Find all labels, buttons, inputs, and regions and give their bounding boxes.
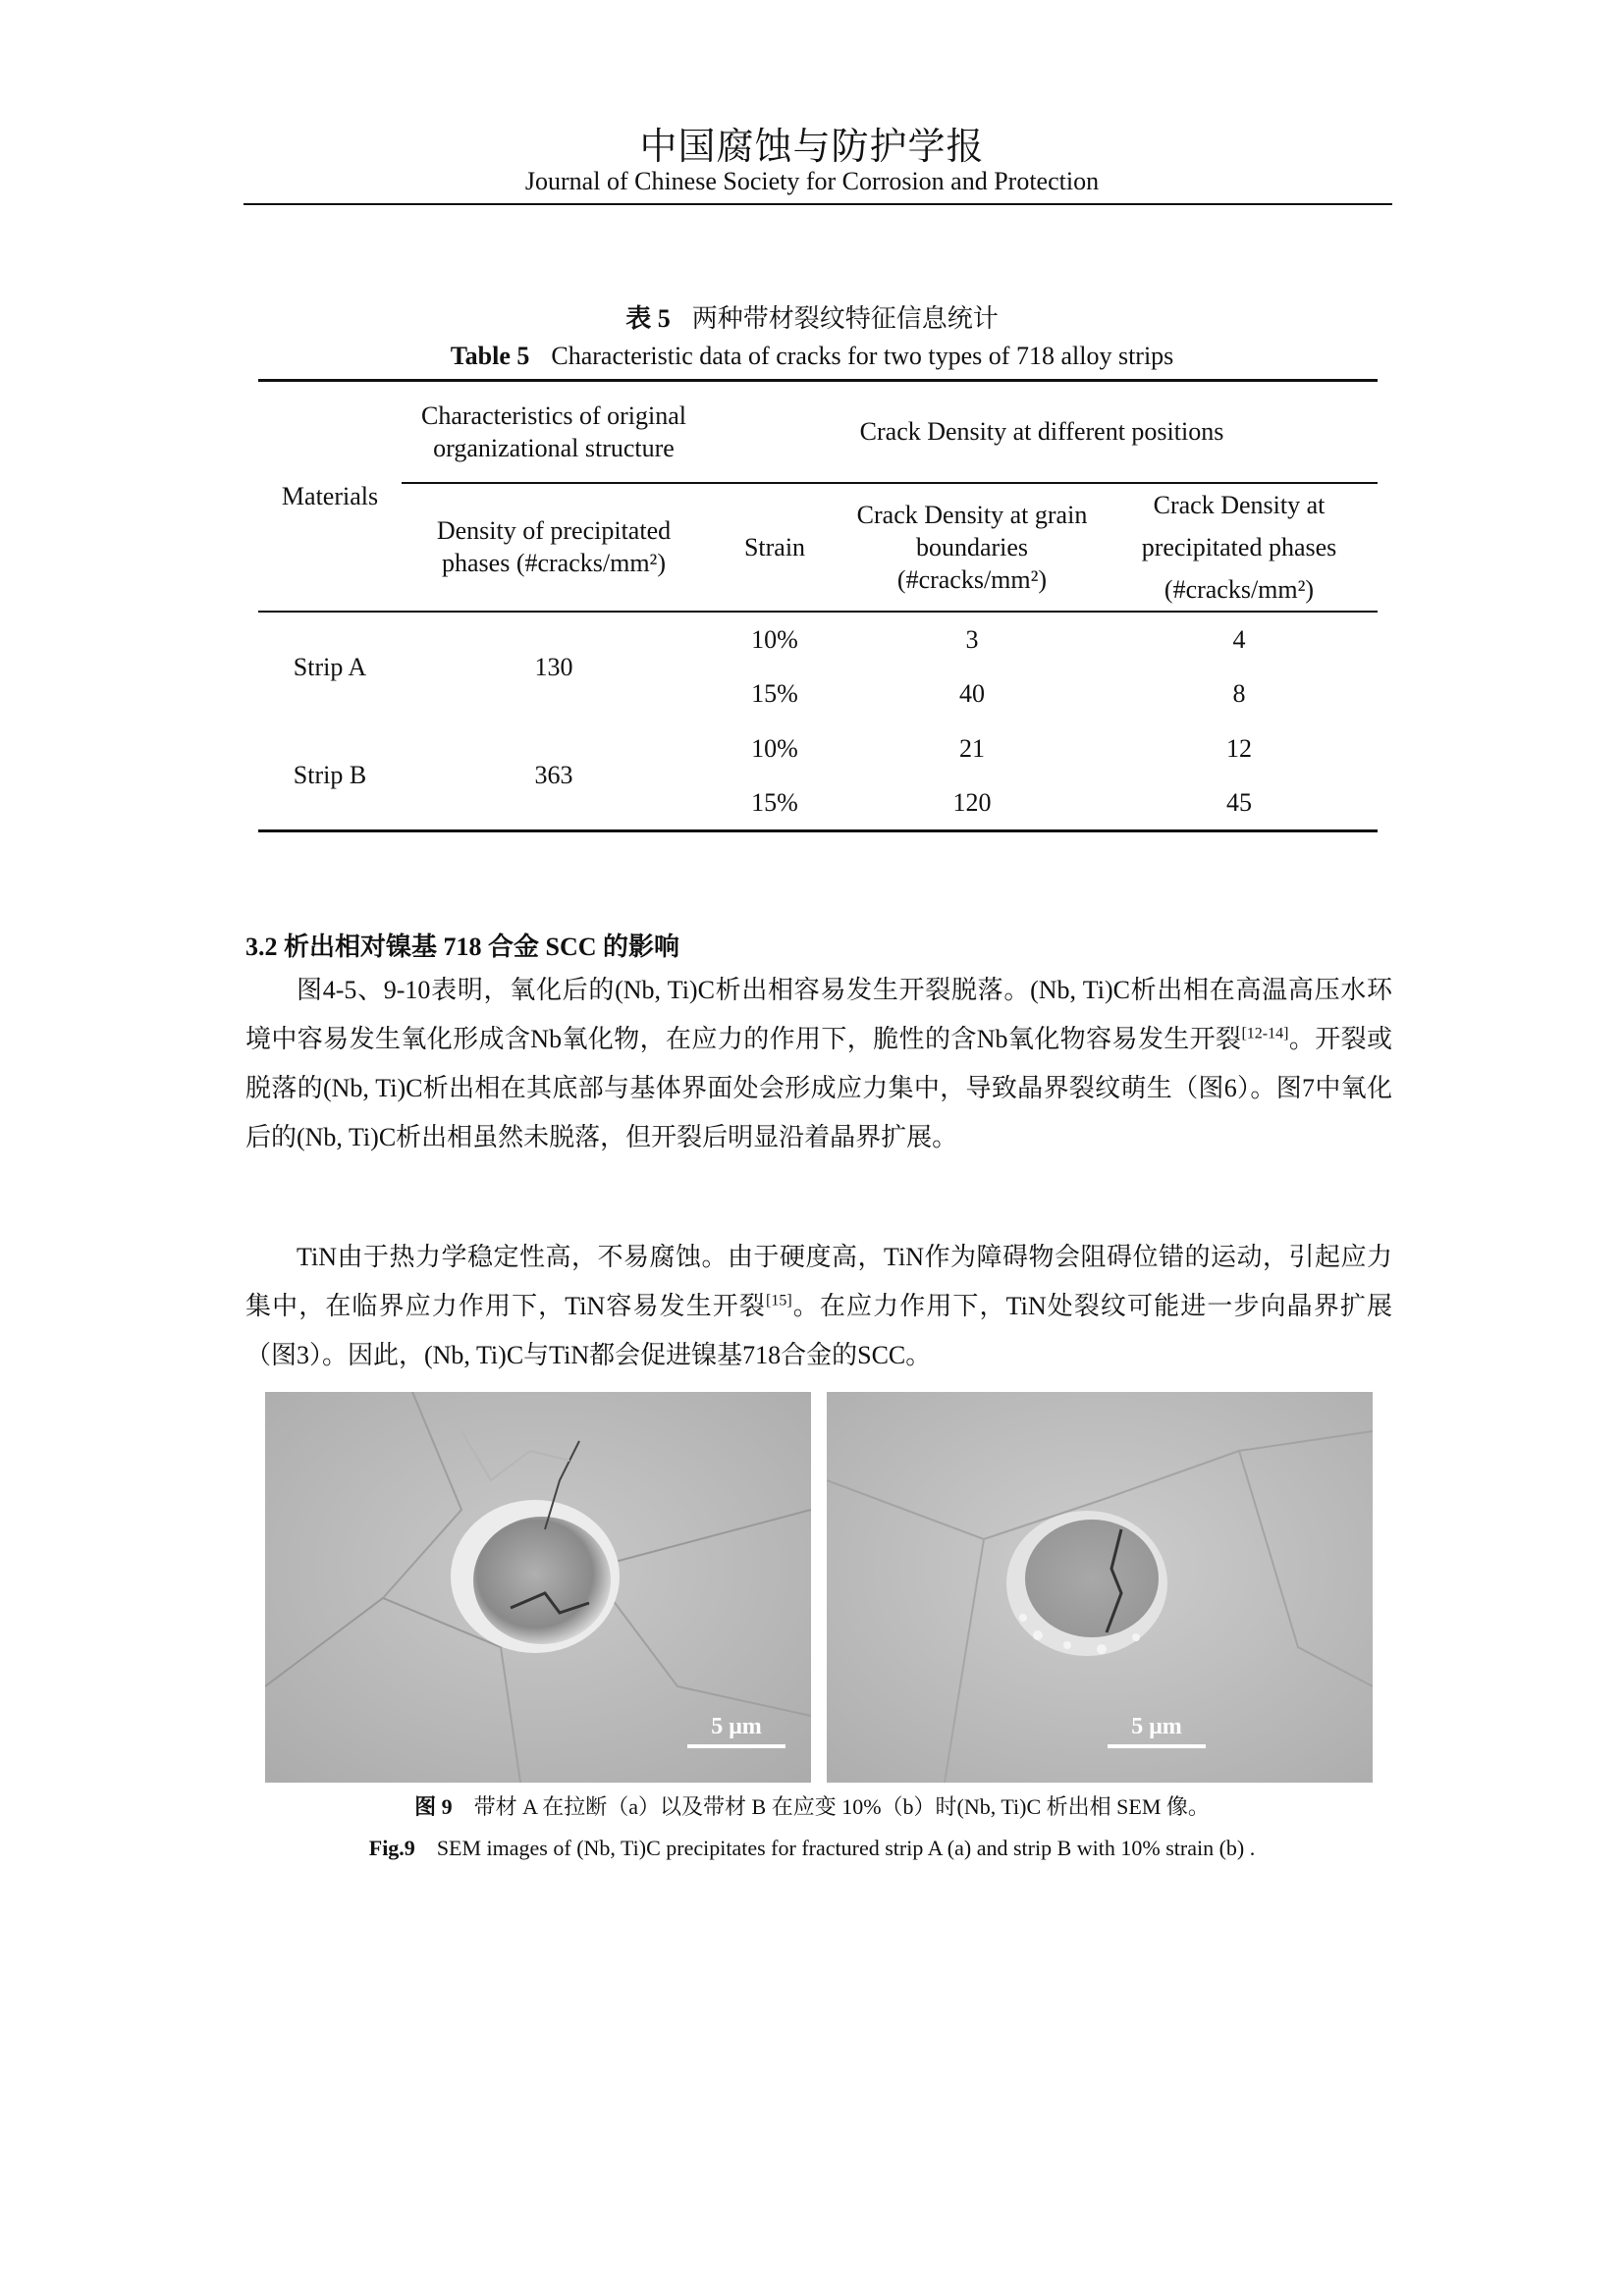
cell-gb: 120 <box>952 788 992 818</box>
scale-line-a <box>687 1744 785 1748</box>
cell-gb: 21 <box>959 734 985 763</box>
col-header-strain: Strain <box>706 483 843 612</box>
journal-title-cn: 中国腐蚀与防护学报 <box>639 127 985 168</box>
figure-label-cn: 图 9 <box>414 1794 453 1819</box>
scale-label-a: 5 μm <box>711 1714 762 1739</box>
col-header-precip-density: Density of precipitated phases (#cracks/mm²) <box>402 483 706 612</box>
cell-pp: 12 <box>1226 734 1252 763</box>
cell-strain: 15% <box>751 788 798 818</box>
figure-caption-en-text: SEM images of (Nb, Ti)C precipitates for fractured strip A (a) and strip B with 10% strain (b) . <box>436 1836 1256 1860</box>
sem-micrograph-b <box>827 1392 1373 1783</box>
scale-line-b <box>1108 1744 1206 1748</box>
figure-caption-en <box>0 1836 1624 1861</box>
cell-precip-density: 363 <box>534 761 573 790</box>
table-label-en: Table 5 <box>450 342 530 370</box>
col-header-gb-density: Crack Density at grain boundaries (#cracks/mm²) <box>843 483 1101 612</box>
scale-bar-b <box>1108 1714 1206 1748</box>
table-label-cn: 表 5 <box>625 304 671 333</box>
para2-text-a: TiN由于热力学稳定性高，不易腐蚀。由于硬度高，TiN作为障碍物会阻碍位错的运动，引起应力集中，在临界应力作用下，TiN容易发生开裂 <box>245 1243 1392 1320</box>
table-row <box>258 612 1378 667</box>
citation-ref: [15] <box>766 1292 792 1309</box>
figure-label-en: Fig.9 <box>368 1836 415 1860</box>
cell-material: Strip A <box>293 652 367 681</box>
table-caption-en-text: Characteristic data of cracks for two types of 718 alloy strips <box>551 342 1174 370</box>
paragraph-2 <box>245 1233 1392 1380</box>
table-caption-cn <box>0 298 1624 335</box>
col-group-original: Characteristics of original organizational structure <box>402 381 706 483</box>
header-rule <box>244 203 1392 205</box>
cell-gb: 3 <box>965 624 979 654</box>
cell-pp: 8 <box>1232 679 1246 708</box>
table-row <box>258 721 1378 776</box>
table-caption-en <box>0 342 1624 371</box>
cell-strain: 10% <box>751 734 798 763</box>
col-header-materials: Materials <box>258 381 402 612</box>
para1-text-b: 。开裂或脱落的(Nb, Ti)C析出相在其底部与基体界面处会形成应力集中，导致晶界裂纹萌生（图6）。图7中氧化后的(Nb, Ti)C析出相虽然未脱落，但开裂后明显沿着晶界扩展。 <box>245 1025 1392 1151</box>
paragraph-1 <box>245 966 1392 1162</box>
figure-caption-cn <box>0 1790 1624 1821</box>
cell-precip-density: 130 <box>534 652 573 681</box>
figure-caption-cn-text: 带材 A 在拉断（a）以及带材 B 在应变 10%（b）时(Nb, Ti)C 析出相 SEM 像。 <box>473 1794 1210 1819</box>
table-caption-cn-text: 两种带材裂纹特征信息统计 <box>691 304 999 333</box>
sem-image-b <box>827 1392 1373 1783</box>
cell-material: Strip B <box>293 761 367 790</box>
scale-label-b: 5 μm <box>1131 1714 1182 1739</box>
para2-text-b: 。在应力作用下，TiN处裂纹可能进一步向晶界扩展（图3）。因此，(Nb, Ti)C与TiN都会促进镍基718合金的SCC。 <box>245 1292 1393 1369</box>
sem-image-a <box>265 1392 811 1783</box>
cell-pp: 45 <box>1226 788 1252 818</box>
scale-bar-a <box>687 1714 785 1748</box>
cell-strain: 10% <box>751 624 798 654</box>
col-group-crack-density: Crack Density at different positions <box>706 381 1378 483</box>
cell-pp: 4 <box>1232 624 1246 654</box>
section-title: 3.2 析出相对镍基 718 合金 SCC 的影响 <box>245 933 680 961</box>
citation-ref: [12-14] <box>1241 1025 1289 1042</box>
col-header-pp-density: Crack Density at precipitated phases (#cracks/mm²) <box>1101 483 1378 612</box>
para1-text-a: 图4-5、9-10表明，氧化后的(Nb, Ti)C析出相容易发生开裂脱落。(Nb, Ti)C析出相在高温高压水环境中容易发生氧化形成含Nb氧化物，在应力的作用下，脆性的含Nb氧化物容易发生开裂 <box>245 976 1392 1053</box>
journal-title-en: Journal of Chinese Society for Corrosion and Protection <box>524 167 1100 195</box>
cell-strain: 15% <box>751 679 798 708</box>
cell-gb: 40 <box>959 679 985 708</box>
crack-data-table <box>258 379 1378 832</box>
